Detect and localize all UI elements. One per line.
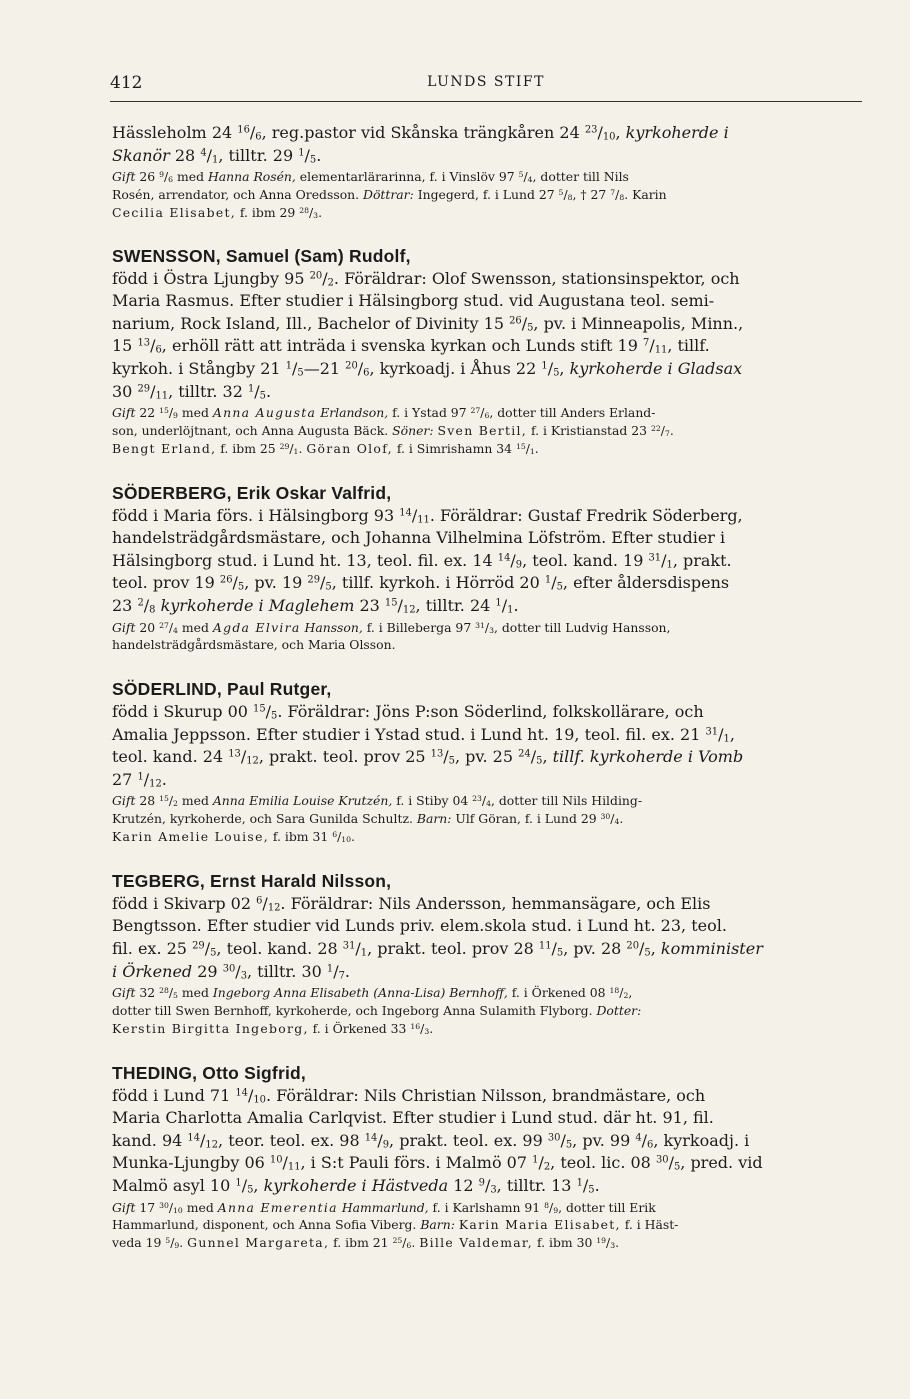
- bio-line: Malmö asyl 10 $^1/_5$, kyrkoherde i Hästveda 12 $^9/_3$, tilltr. 13 $^1/_5$.: [112, 1176, 600, 1196]
- entry-soderberg: [112, 481, 862, 655]
- family-line: Gift 20 $^{27}/_4$ med Agda Elvira Hansson, f. i Billeberga 97 $^{31}/_3$, dotter till Ludvig Hansson,: [112, 619, 671, 635]
- entry-name: SÖDERBERG, Erik Oskar Valfrid,: [112, 482, 392, 503]
- bio-line: Skanör 28 $^4/_1$, tilltr. 29 $^1/_5$.: [112, 145, 322, 166]
- entry-soderlind: [112, 677, 862, 846]
- entry-name: THEDING, Otto Sigfrid,: [112, 1062, 306, 1083]
- entry-family: [112, 619, 862, 655]
- entry-theding: [112, 1061, 862, 1252]
- page-number: 412: [110, 73, 143, 93]
- bio-line: 27 $^1/_{12}$.: [112, 769, 167, 790]
- family-line: Cecilia Elisabet, f. ibm 29 $^{28}/_3$.: [112, 204, 323, 220]
- bio-line: narium, Rock Island, Ill., Bachelor of Divinity 15 $^{26}/_5$, pv. i Minneapolis, Minn.,: [112, 313, 744, 334]
- entry-family: [112, 404, 862, 457]
- family-line: veda 19 $^5/_9$. Gunnel Margareta, f. ibm 21 $^{25}/_6$. Bille Valdemar, f. ibm 30 $^{19}/_3$.: [112, 1235, 620, 1251]
- bio-line: fil. ex. 25 $^{29}/_5$, teol. kand. 28 $^{31}/_1$, prakt. teol. prov 28 $^{11}/_5$, pv. 28 $^{20}/_5$, komminister: [112, 939, 763, 959]
- entry-biography: [112, 1085, 862, 1198]
- page-header: [110, 71, 862, 102]
- bio-line: i Örkened 29 $^{30}/_3$, tilltr. 30 $^1/_7$.: [112, 961, 350, 982]
- entry-biography: [112, 893, 862, 983]
- entries-column: [112, 122, 862, 1275]
- family-line: Kerstin Birgitta Ingeborg, f. i Örkened 33 $^{16}/_3$.: [112, 1020, 434, 1036]
- entry-name: TEGBERG, Ernst Harald Nilsson,: [112, 870, 392, 891]
- bio-line: kyrkoh. i Stångby 21 $^1/_5—21$ $^{20}/_6$, kyrkoadj. i Åhus 22 $^1/_5$, kyrkoherde i Gladsax: [112, 358, 743, 379]
- family-line: Gift 28 $^{15}/_2$ med Anna Emilia Louise Krutzén, f. i Stiby 04 $^{23}/_4$, dotter till Nils Hilding-: [112, 793, 643, 809]
- entry-continued: [112, 122, 862, 222]
- bio-line: Bengtsson. Efter studier vid Lunds priv. elem.skola stud. i Lund ht. 23, teol.: [112, 916, 727, 936]
- entry-family: [112, 792, 862, 845]
- family-line: Bengt Erland, f. ibm 25 $^{29}/_1$. Göran Olof, f. i Simrishamn 34 $^{15}/_1$.: [112, 440, 539, 456]
- bio-line: född i Skurup 00 $^{15}/_5$. Föräldrar: Jöns P:son Söderlind, folkskollärare, och: [112, 702, 704, 722]
- family-line: Krutzén, kyrkoherde, och Sara Gunilda Schultz. Barn: Ulf Göran, f. i Lund 29 $^{30}/_4$.: [112, 811, 624, 827]
- bio-line: kand. 94 $^{14}/_{12}$, teor. teol. ex. 98 $^{14}/_9$, prakt. teol. ex. 99 $^{30}/_5$, pv. 99 $^4/_6$, kyrkoadj. i: [112, 1130, 750, 1151]
- bio-line: Maria Charlotta Amalia Carlqvist. Efter studier i Lund stud. där ht. 91, fil.: [112, 1108, 714, 1128]
- entry-name: SÖDERLIND, Paul Rutger,: [112, 679, 332, 700]
- bio-line: född i Maria förs. i Hälsingborg 93 $^{14}/_{11}$. Föräldrar: Gustaf Fredrik Söderberg,: [112, 505, 743, 526]
- entry-biography: [112, 701, 862, 791]
- bio-line: 23 $^2/_8$ kyrkoherde i Maglehem 23 $^{15}/_{12}$, tilltr. 24 $^1/_1$.: [112, 595, 519, 616]
- entry-family: [112, 1199, 862, 1252]
- bio-line: Munka-Ljungby 06 $^{10}/_{11}$, i S:t Pauli förs. i Malmö 07 $^1/_2$, teol. lic. 08 $^{30}/_5$, pred. vid: [112, 1153, 763, 1173]
- family-line: Gift 32 $^{28}/_5$ med Ingeborg Anna Elisabeth (Anna-Lisa) Bernhoff, f. i Örkened 08 $^{18}/_2$,: [112, 985, 633, 1001]
- family-line: Gift 17 $^{30}/_{10}$ med Anna Emerentia Hammarlund, f. i Karlshamn 91 $^8/_9$, dotter till Erik: [112, 1199, 656, 1215]
- family-line: Karin Amelie Louise, f. ibm 31 $^6/_{10}$.: [112, 829, 355, 845]
- family-line: Hammarlund, disponent, och Anna Sofia Viberg. Barn: Karin Maria Elisabet, f. i Häst-: [112, 1217, 679, 1233]
- bio-line: född i Skivarp 02 $^6/_{12}$. Föräldrar: Nils Andersson, hemmansägare, och Elis: [112, 893, 711, 914]
- bio-line: född i Lund 71 $^{14}/_{10}$. Föräldrar: Nils Christian Nilsson, brandmästare, och: [112, 1085, 706, 1106]
- entry-swensson: [112, 244, 862, 458]
- family-line: son, underlöjtnant, och Anna Augusta Bäck. Söner: Sven Bertil, f. i Kristianstad 23 $^{22}/_7$.: [112, 422, 674, 439]
- entry-biography: [112, 505, 862, 618]
- family-line: handelsträdgårdsmästare, och Maria Olsson.: [112, 637, 396, 653]
- family-line: dotter till Swen Bernhoff, kyrkoherde, och Ingeborg Anna Sulamith Flyborg. Dotter:: [112, 1003, 642, 1019]
- bio-line: handelsträdgårdsmästare, och Johanna Vilhelmina Löfström. Efter studier i: [112, 528, 726, 548]
- bio-line: född i Östra Ljungby 95 $^{20}/_2$. Föräldrar: Olof Swensson, stationsinspektor, och: [112, 268, 740, 289]
- bio-line: 15 $^{13}/_6$, erhöll rätt att inträda i svenska kyrkan och Lunds stift 19 $^7/_{11}$, tillf.: [112, 336, 710, 356]
- entry-family: [112, 168, 862, 221]
- entry-biography: [112, 122, 862, 167]
- bio-line: 30 $^{29}/_{11}$, tilltr. 32 $^1/_5$.: [112, 381, 272, 402]
- family-line: Rosén, arrendator, och Anna Oredsson. Döttrar: Ingegerd, f. i Lund 27 $^5/_8$, † 27 $^7/_8$. Karin: [112, 186, 667, 203]
- family-line: Gift 26 $^9/_6$ med Hanna Rosén, elementarlärarinna, f. i Vinslöv 97 $^5/_4$, dotter till Nils: [112, 169, 629, 185]
- bio-line: teol. prov 19 $^{26}/_5$, pv. 19 $^{29}/_5$, tillf. kyrkoh. i Hörröd 20 $^1/_5$, efter åldersdispens: [112, 573, 730, 593]
- bio-line: Maria Rasmus. Efter studier i Hälsingborg stud. vid Augustana teol. semi-: [112, 291, 715, 311]
- entry-biography: [112, 268, 862, 404]
- entry-family: [112, 984, 862, 1037]
- entry-name: SWENSSON, Samuel (Sam) Rudolf,: [112, 245, 411, 266]
- bio-line: Amalia Jeppsson. Efter studier i Ystad stud. i Lund ht. 19, teol. fil. ex. 21 $^{31}/_1$,: [112, 724, 735, 745]
- bio-line: Hässleholm 24 $^{16}/_6$, reg.pastor vid Skånska trängkåren 24 $^{23}/_{10}$, kyrkoherde i: [112, 123, 729, 143]
- running-title: LUNDS STIFT: [427, 74, 545, 90]
- family-line: Gift 22 $^{15}/_9$ med Anna Augusta Erlandson, f. i Ystad 97 $^{27}/_6$, dotter till Anders Erland-: [112, 405, 656, 421]
- entry-tegberg: [112, 869, 862, 1038]
- bio-line: teol. kand. 24 $^{13}/_{12}$, prakt. teol. prov 25 $^{13}/_5$, pv. 25 $^{24}/_5$, tillf. kyrkoherde i Vomb: [112, 747, 744, 767]
- bio-line: Hälsingborg stud. i Lund ht. 13, teol. fil. ex. 14 $^{14}/_9$, teol. kand. 19 $^{31}/_1$, prakt.: [112, 550, 732, 571]
